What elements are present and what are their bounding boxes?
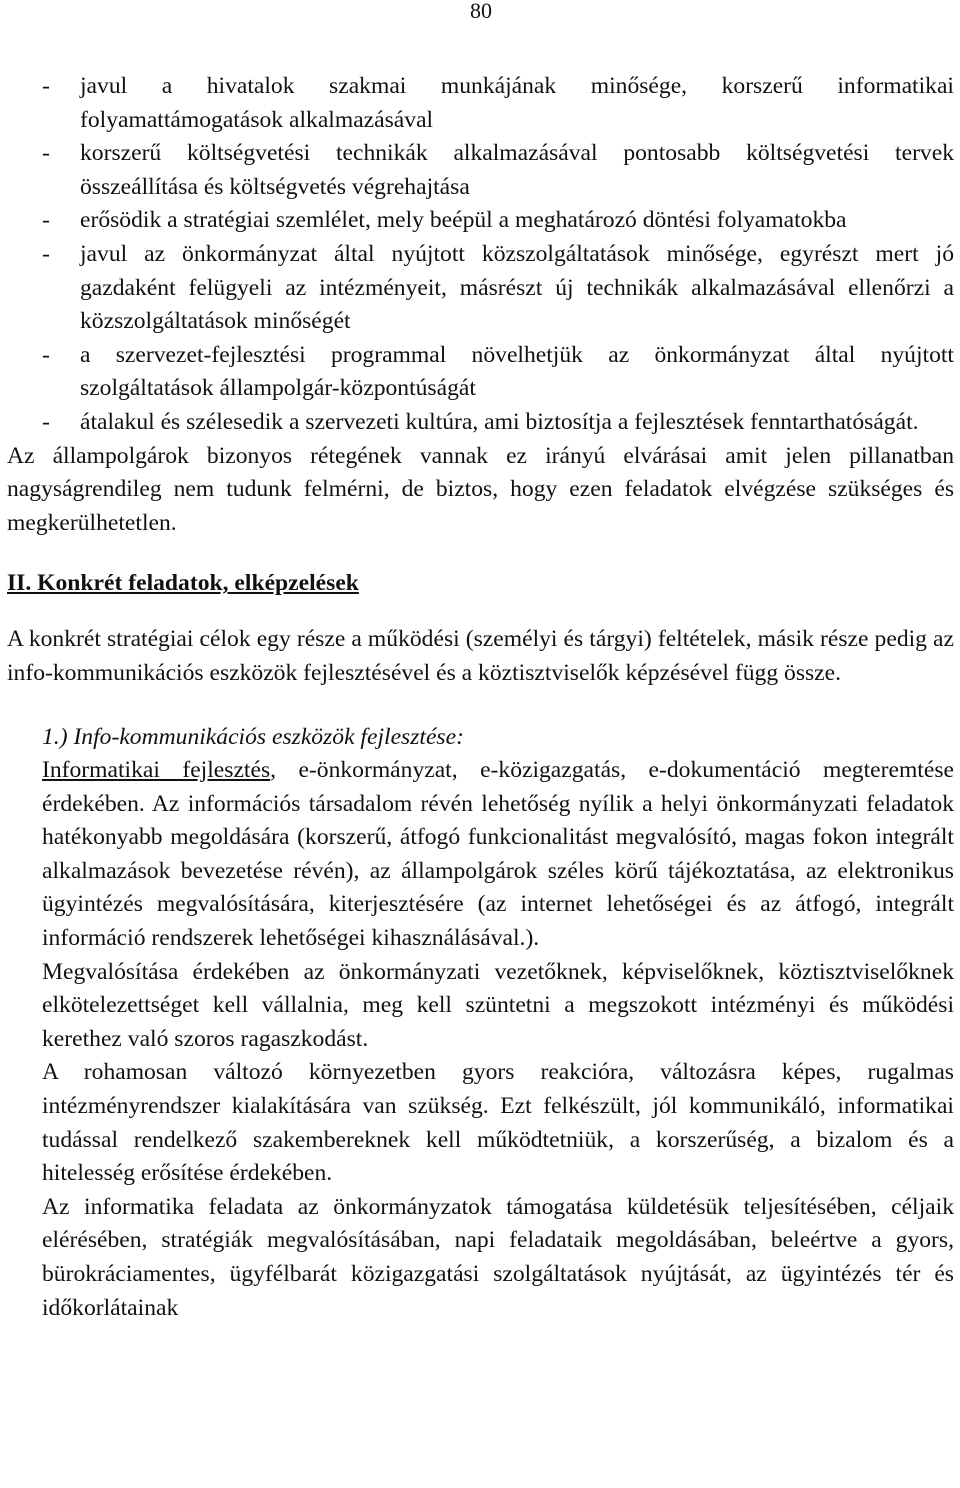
bullet-list (7, 70, 954, 440)
list-item-text: a szervezet-fejlesztési programmal növelhetjük az önkormányzat által nyújtott szolgáltatások állampolgár-központúságát (80, 341, 954, 402)
subsection-lead-underlined: Informatikai fejlesztés (42, 757, 271, 784)
section-paragraph: A konkrét stratégiai célok egy része a működési (személyi és tárgyi) feltételek, másik része pedig az info-kommunikációs eszközök fejlesztésével és a köztisztviselők képzésével függ össze. (7, 626, 954, 686)
page-number: 80 (470, 0, 492, 23)
subsection-heading: 1.) Info-kommunikációs eszközök fejlesztése: (42, 723, 464, 750)
list-item (7, 339, 954, 406)
list-item (7, 137, 954, 204)
list-item (7, 406, 954, 440)
body-paragraph: Az informatika feladata az önkormányzatok támogatása küldetésük teljesítésében, céljaik elérésében, stratégiák megvalósításában, napi feladataik megoldásában, beleértve a gyors, bürokráciamentes, ügyfélbarát közigazgatási szolgáltatások nyújtását, az ügyintézés tér és időkorlátainak (42, 1193, 954, 1321)
intro-paragraph: Az állampolgárok bizonyos rétegének vannak ez irányú elvárásai amit jelen pillanatban nagyságrendileg nem tudunk felmérni, de biztos, hogy ezen feladatok elvégzése szükséges és megkerülhetetlen. (7, 442, 954, 536)
list-item-text: korszerű költségvetési technikák alkalmazásával pontosabb költségvetési tervek összeállítása és költségvetés végrehajtása (80, 140, 954, 200)
bullet-marker: - (42, 140, 50, 167)
list-item-text: javul az önkormányzat által nyújtott közszolgáltatások minősége, egyrészt mert jó gazdaként felügyeli az intézményeit, másrészt új technikák alkalmazásával ellenőrzi a közszolgáltatások minőségét (80, 240, 954, 335)
document-body (7, 70, 954, 1325)
bullet-marker: - (42, 341, 50, 368)
subsection-lead-rest: , e-önkormányzat, e-közigazgatás, e-dokumentáció megteremtése érdekében. Az információs társadalom révén lehetőség nyílik a helyi önkormányzati feladatok hatékonyabb megoldására (korszerű, átfogó funkcionalitást megvalósító, magas fokon integrált alkalmazások bevezetése révén), az állampolgárok széles körű tájékoztatása, az elektronikus ügyintézés megvalósítására, kiterjesztésére (az internet lehetőségei és az átfogó, integrált információ rendszerek lehetőségei kihasználásával.). (42, 757, 954, 952)
section-heading: II. Konkrét feladatok, elképzelések (7, 570, 359, 597)
list-item (7, 204, 954, 238)
list-item-text: erősödik a stratégiai szemlélet, mely beépül a meghatározó döntési folyamatokba (80, 207, 847, 234)
list-item-text: javul a hivatalok szakmai munkájának minősége, korszerű informatikai folyamattámogatások alkalmazásával (80, 73, 954, 133)
body-paragraph: A rohamosan változó környezetben gyors reakcióra, változásra képes, rugalmas intézményrendszer kialakítására van szükség. Ezt felkészült, jól kommunikáló, informatikai tudással rendelkező szakembereknek kell működtetniük, a korszerűség, a bizalom és a hitelesség erősítése érdekében. (42, 1059, 954, 1187)
bullet-marker: - (42, 408, 50, 435)
list-item (7, 70, 954, 137)
subsection-paragraph (42, 754, 954, 956)
list-item-text: átalakul és szélesedik a szervezeti kultúra, ami biztosítja a fejlesztések fenntarthatóságát. (80, 408, 919, 435)
bullet-marker: - (42, 73, 50, 99)
body-paragraph: Megvalósítása érdekében az önkormányzati vezetőknek, képviselőknek, köztisztviselőknek elkötelezettséget kell vállalnia, meg kell szüntetni a megszokott intézményi és működési kerethez való szoros ragaszkodást. (42, 958, 954, 1052)
bullet-marker: - (42, 240, 50, 267)
bullet-marker: - (42, 207, 50, 234)
list-item (7, 238, 954, 339)
